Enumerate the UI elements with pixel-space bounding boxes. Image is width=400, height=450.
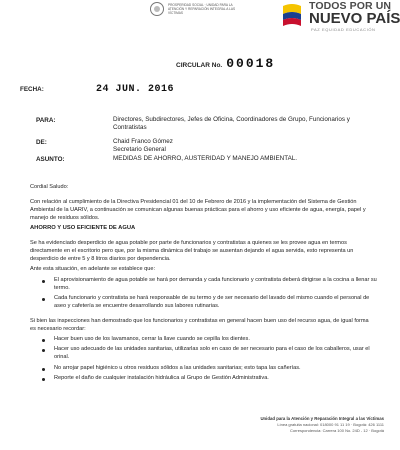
- list-item: [42, 336, 378, 344]
- footer-line-1: Unidad para la Atención y Reparación Integral a las Víctimas: [260, 416, 384, 421]
- paragraph-1: Se ha evidenciado desperdicio de agua potable por parte de funcionarios y contratistas a quienes se les provee agua en termos directamente en el escritorio pero que, por la misma dinámica del trabajo se ausentan dejando el agua servida, esto representa un desperdicio de entre 5 y 8 litros diarios por dependencia.: [30, 240, 354, 262]
- list-item: [42, 375, 378, 383]
- brand-line-3: PAZ EQUIDAD EDUCACIÓN: [311, 27, 376, 32]
- ministry-text: PROSPERIDAD SOCIAL · UNIDAD PARA LA ATENCIÓN Y REPARACIÓN INTEGRAL A LAS VÍCTIMAS: [168, 3, 236, 15]
- list-item: [42, 295, 378, 311]
- list-item-text: No arrojar papel higiénico u otros residuos sólidos a las unidades sanitarias; esto tapa las cañerías.: [54, 365, 301, 371]
- bullet-icon: [42, 339, 45, 342]
- brand-line-1: TODOS POR UN: [309, 0, 392, 12]
- list-item: [42, 346, 378, 362]
- bullet-icon: [42, 368, 45, 371]
- flag-icon: [281, 2, 303, 30]
- list-item-text: Hacer uso adecuado de las unidades sanitarias, utilizarlas solo en caso de ser necesario para el caso de los caballeros, usar el orinal.: [54, 346, 370, 360]
- asunto-value: MEDIDAS DE AHORRO, AUSTERIDAD Y MANEJO AMBIENTAL.: [113, 155, 298, 162]
- section-title: AHORRO Y USO EFICIENTE DE AGUA: [30, 225, 136, 231]
- bullet-icon: [42, 280, 45, 283]
- fecha-stamp: 24 JUN. 2016: [96, 84, 175, 95]
- greeting: Cordial Saludo:: [30, 184, 69, 190]
- circular-label: CIRCULAR No.: [176, 62, 223, 69]
- fecha-label: FECHA:: [20, 86, 44, 93]
- list-item-text: Reporte el daño de cualquier instalación hidráulica al Grupo de Gestión Administrativa.: [54, 375, 269, 381]
- bullet-icon: [42, 298, 45, 301]
- de-label: DE:: [36, 139, 47, 146]
- bullet-icon: [42, 378, 45, 381]
- footer: [194, 416, 384, 434]
- list-item-text: Cada funcionario y contratista se hará responsable de su termo y de ser necesario del lavado del mismo cuando el personal de aseo y cafetería se encuentre desarrollando sus labores rutinarias.: [54, 295, 370, 309]
- paragraph-3: Si bien las inspecciones han demostrado que los funcionarios y contratistas en general hacen buen uso del recurso agua, de igual forma es necesario recordar:: [30, 318, 369, 332]
- circular-value: 00018: [226, 56, 276, 71]
- intro-paragraph: Con relación al cumplimiento de la Directiva Presidencial 01 del 10 de Febrero de 2016 y la implementación del Sistema de Gestión Ambiental de la UARIV, a continuación se comunican algunas buenas prácticas para el ahorro y uso eficiente de agua, energía, papel y manejo de residuos sólidos.: [30, 199, 366, 221]
- de-name: Chaid Franco Gómez: [113, 138, 173, 145]
- paragraph-2: Ante esta situación, en adelante se establece que:: [30, 266, 156, 272]
- circular-number: [176, 56, 275, 71]
- ministry-header: [150, 2, 243, 16]
- brand-line-2: NUEVO PAÍS: [309, 10, 400, 27]
- seal-icon: [150, 2, 164, 16]
- footer-line-2: Línea gratuita nacional: 018000 91 11 19 · Bogotá: 426 1111: [277, 422, 384, 427]
- list-item: [42, 365, 378, 373]
- bullet-icon: [42, 349, 45, 352]
- list-item-text: Hacer buen uso de los lavamanos, cerrar la llave cuando se cepilla los dientes.: [54, 336, 250, 342]
- list-item: [42, 277, 378, 293]
- para-label: PARA:: [36, 117, 56, 124]
- brand-logo: [281, 0, 400, 40]
- footer-line-3: Correspondencia: Carrera 100 No. 24D - 12 · Bogotá: [289, 428, 384, 433]
- asunto-label: ASUNTO:: [36, 156, 65, 163]
- de-title: Secretario General: [113, 146, 166, 153]
- para-value: Directores, Subdirectores, Jefes de Oficina, Coordinadores de Grupo, Funcionarios y Contratistas: [113, 116, 350, 131]
- list-item-text: El aprovisionamiento de agua potable se hará por demanda y cada funcionario y contratista deberá dirigirse a la cocina a llenar su termo.: [54, 277, 377, 291]
